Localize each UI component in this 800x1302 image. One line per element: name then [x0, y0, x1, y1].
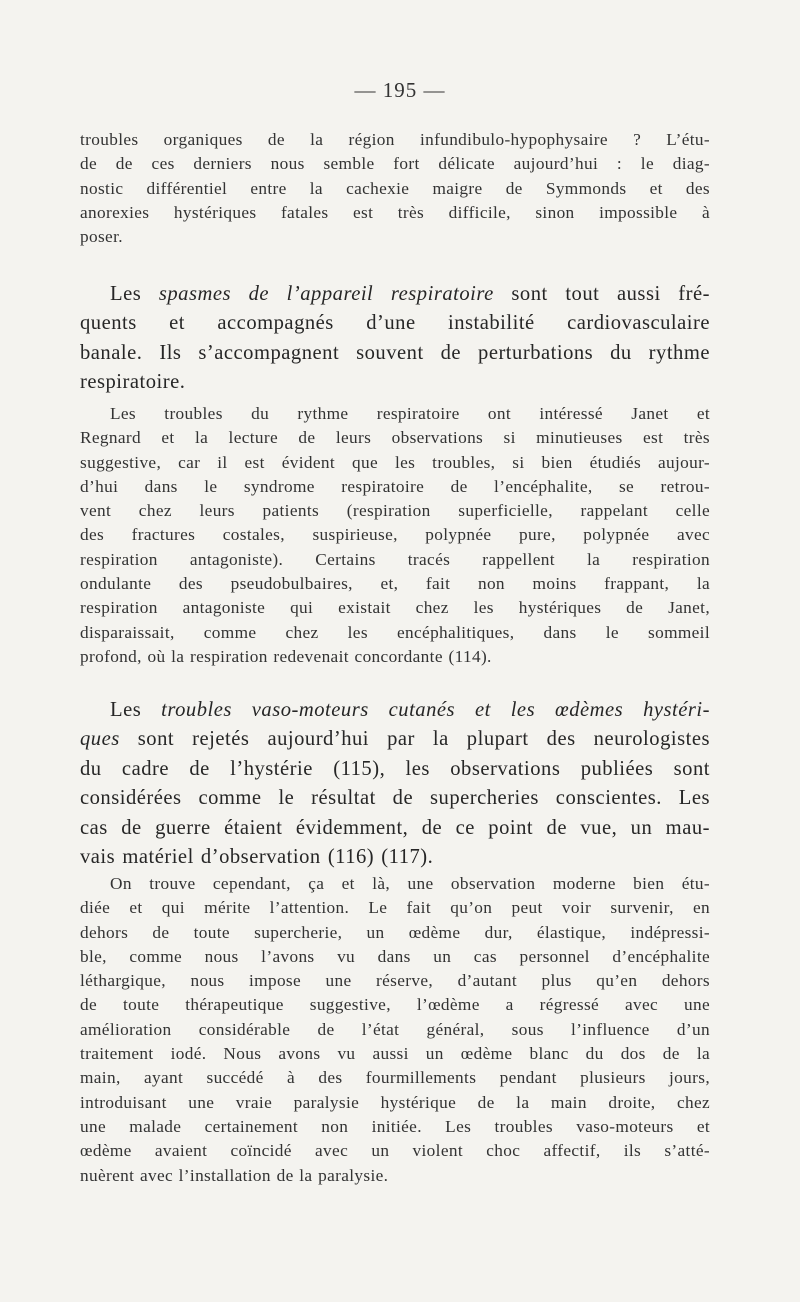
text-line: œdème avaient coïncidé avec un violent choc affectif, ils s’atté- — [80, 1141, 710, 1161]
text-fragment: Les — [110, 283, 142, 305]
text-line: cas de guerre étaient évidemment, de ce point de vue, un mau- — [80, 816, 710, 839]
text-line: anorexies hystériques fatales est très difficile, sinon impossible à — [80, 202, 710, 222]
paragraph-3 — [80, 402, 710, 669]
text-line: ble, comme nous l’avons vu dans un cas personnel d’encéphalite — [80, 946, 710, 966]
text-line: vais matériel d’observation (116) (117). — [80, 846, 434, 869]
text-line: poser. — [80, 227, 123, 247]
text-line: diée et qui mérite l’attention. Le fait qu’on peut voir survenir, en — [80, 898, 710, 918]
paragraph-1 — [80, 128, 710, 249]
text-line — [80, 725, 710, 754]
text-line: quents et accompagnés d’une instabilité cardiovasculaire — [80, 312, 710, 335]
text-line: traitement iodé. Nous avons vu aussi un œdème blanc du dos de la — [80, 1044, 710, 1064]
text-fragment: Les — [110, 699, 142, 721]
italic-term: spasmes de l’appareil respiratoire — [158, 283, 494, 305]
text-line: Les troubles du rythme respiratoire ont intéressé Janet et — [110, 404, 710, 423]
text-line: On trouve cependant, ça et là, une observation moderne bien étu- — [110, 874, 710, 893]
text-line: dehors de toute supercherie, un œdème dur, élastique, indépressi- — [80, 922, 710, 942]
text-line: respiratoire. — [80, 371, 186, 394]
paragraph-5 — [80, 872, 710, 1188]
text-line: Regnard et la lecture de leurs observations si minutieuses est très — [80, 428, 710, 448]
text-line — [80, 280, 710, 309]
text-line: nuèrent avec l’installation de la paralysie. — [80, 1165, 389, 1185]
text-line: suggestive, car il est évident que les troubles, si bien étudiés aujour- — [80, 452, 710, 472]
text-line — [80, 696, 710, 725]
text-line: disparaissait, comme chez les encéphalitiques, dans le sommeil — [80, 622, 710, 642]
text-line: nostic différentiel entre la cachexie maigre de Symmonds et des — [80, 178, 710, 198]
text-line: une malade certainement non initiée. Les troubles vaso-moteurs et — [80, 1116, 710, 1136]
text-line: amélioration considérable de l’état général, sous l’influence d’un — [80, 1019, 710, 1039]
text-line: de toute thérapeutique suggestive, l’œdème a régressé avec une — [80, 995, 710, 1015]
italic-term: troubles vaso-moteurs cutanés et les œdèmes hystéri- — [161, 699, 710, 721]
text-line: banale. Ils s’accompagnent souvent de perturbations du rythme — [80, 341, 710, 364]
text-line: des fractures costales, suspirieuse, polypnée pure, polypnée avec — [80, 525, 710, 545]
text-line: troubles organiques de la région infundibulo-hypophysaire ? L’étu- — [80, 130, 710, 149]
text-line: ondulante des pseudobulbaires, et, fait non moins frappant, la — [80, 574, 710, 594]
text-line: main, ayant succédé à des fourmillements pendant plusieurs jours, — [80, 1068, 710, 1088]
text-line: introduisant une vraie paralysie hystérique de la main droite, chez — [80, 1092, 710, 1112]
text-fragment: sont tout aussi fré- — [511, 283, 711, 305]
italic-term: ques — [80, 728, 120, 751]
text-line: considérées comme le résultat de supercheries conscientes. Les — [80, 787, 710, 810]
text-line: profond, où la respiration redevenait concordante (114). — [80, 646, 492, 666]
paragraph-4 — [80, 696, 710, 872]
text-line: vent chez leurs patients (respiration superficielle, rappelant celle — [80, 501, 710, 521]
text-line: de de ces derniers nous semble fort délicate aujourd’hui : le diag- — [80, 154, 710, 174]
text-line: léthargique, nous impose une réserve, d’autant plus qu’en dehors — [80, 971, 710, 991]
text-line: du cadre de l’hystérie (115), les observations publiées sont — [80, 757, 710, 780]
text-line: respiration antagoniste). Certains tracés rappellent la respiration — [80, 549, 710, 569]
text-fragment: sont rejetés aujourd’hui par la plupart des neurologistes — [137, 728, 710, 751]
text-line: d’hui dans le syndrome respiratoire de l’encéphalite, se retrou- — [80, 476, 710, 496]
paragraph-2 — [80, 280, 710, 398]
text-line: respiration antagoniste qui existait chez les hystériques de Janet, — [80, 598, 710, 618]
page-number: — 195 — — [354, 78, 446, 102]
